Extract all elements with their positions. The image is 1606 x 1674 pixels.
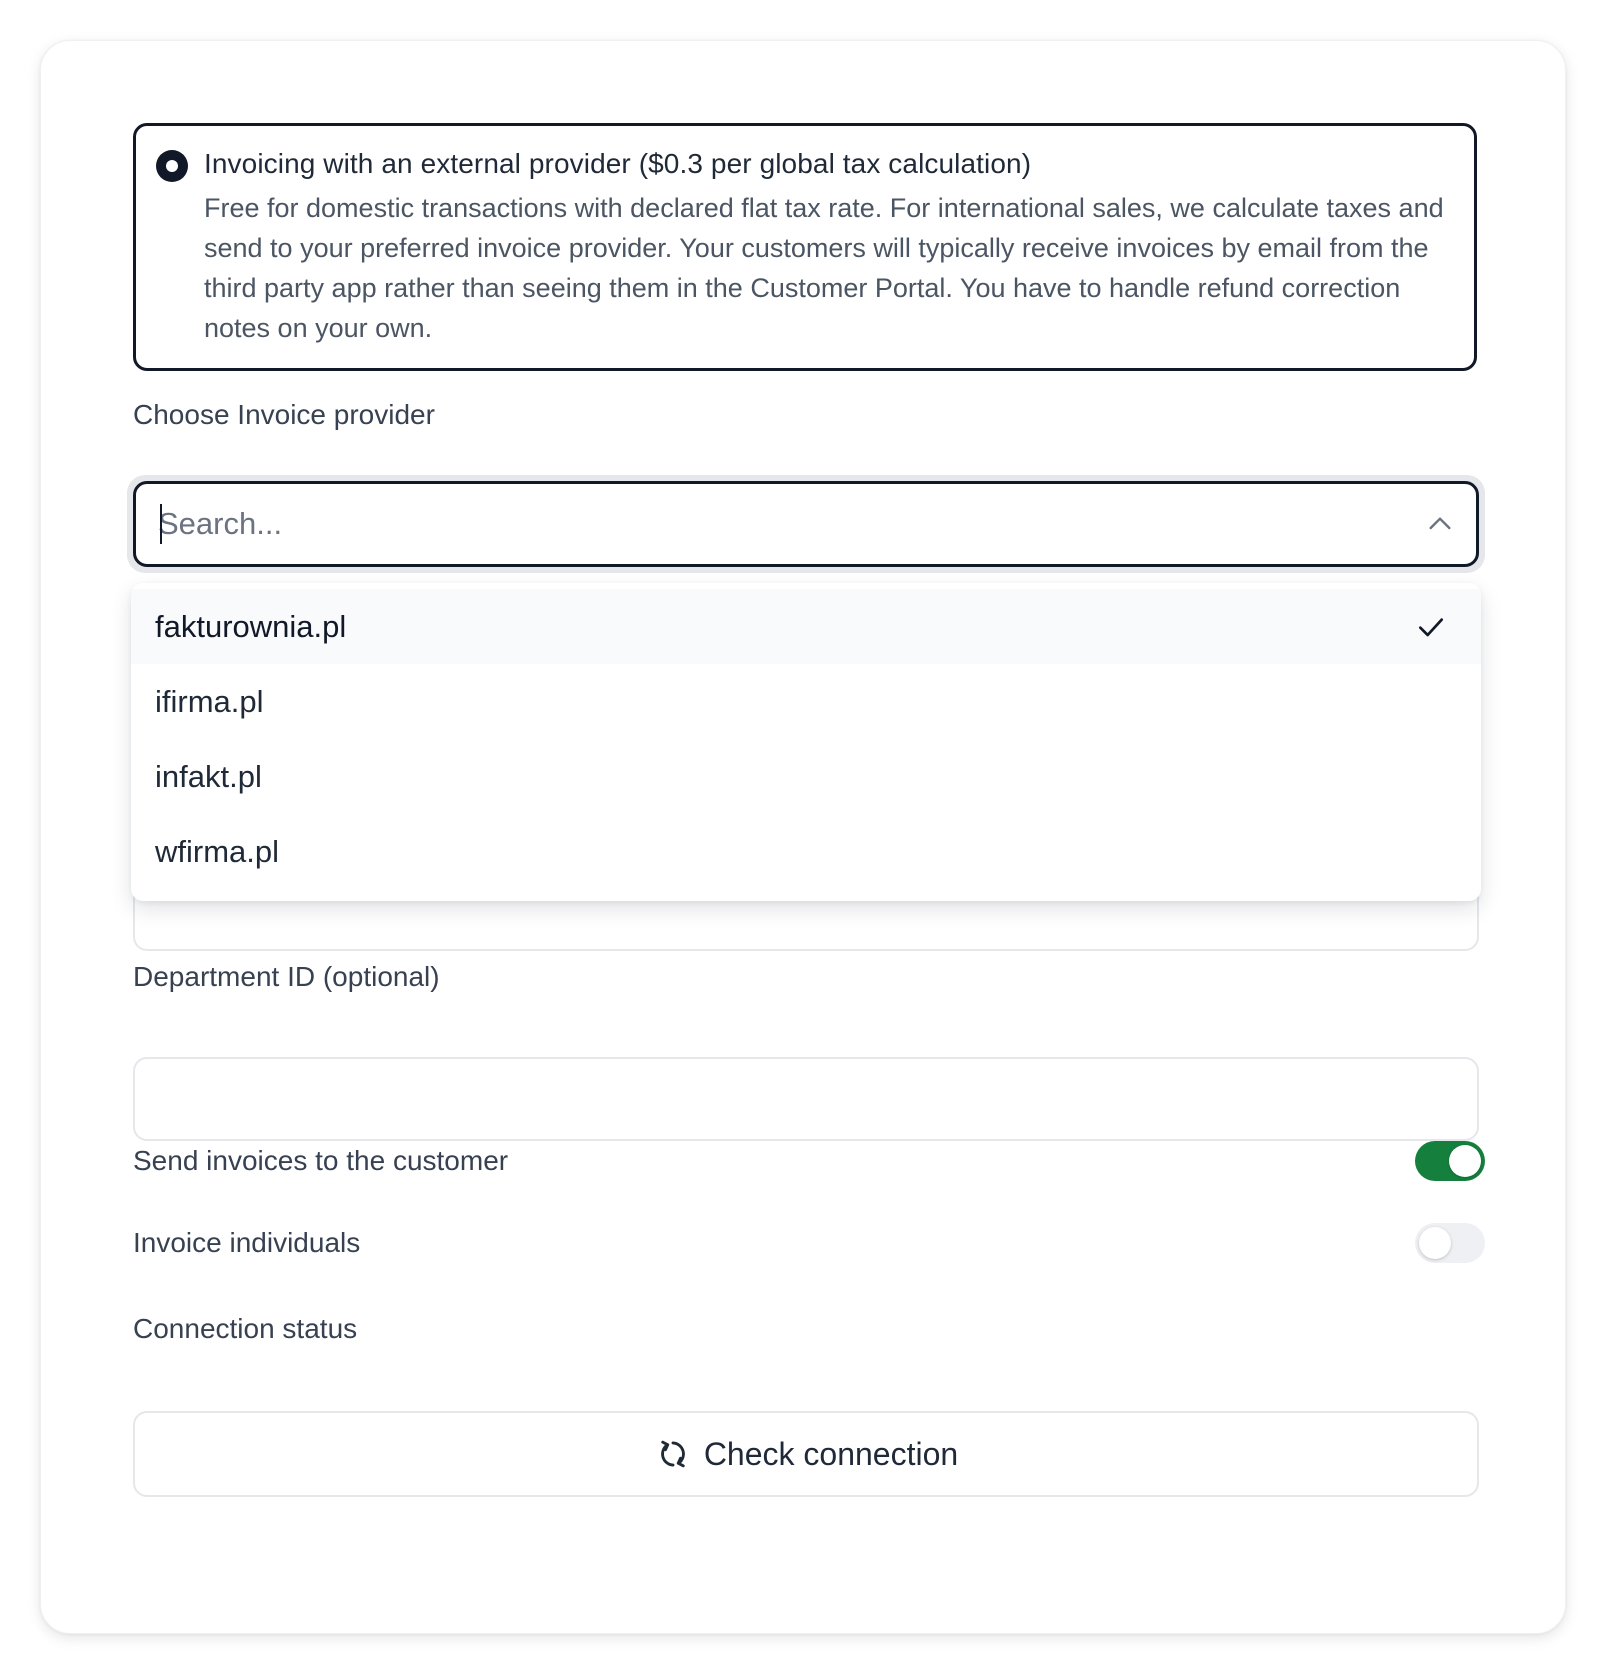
provider-label: Choose Invoice provider <box>133 399 435 430</box>
send-invoices-toggle[interactable] <box>1415 1141 1485 1181</box>
settings-card <box>40 40 1566 1634</box>
invoice-individuals-toggle[interactable] <box>1415 1223 1485 1263</box>
dropdown-option-infakt[interactable] <box>131 739 1481 814</box>
toggle-knob <box>1419 1227 1451 1259</box>
dropdown-option-ifirma[interactable] <box>131 664 1481 739</box>
department-label: Department ID (optional) <box>133 961 440 992</box>
external-provider-option[interactable] <box>133 123 1477 371</box>
dropdown-option-label: wfirma.pl <box>155 834 280 869</box>
text-cursor <box>160 504 162 544</box>
dropdown-option-label: infakt.pl <box>155 759 262 794</box>
check-icon <box>1415 611 1447 643</box>
dropdown-option-fakturownia[interactable] <box>131 589 1481 664</box>
provider-search-input[interactable] <box>158 502 1358 546</box>
option-title: Invoicing with an external provider ($0.3 per global tax calculation) <box>204 148 1032 179</box>
provider-select[interactable] <box>133 481 1479 567</box>
toggle-knob <box>1449 1145 1481 1177</box>
check-connection-button[interactable] <box>133 1411 1479 1497</box>
check-connection-label: Check connection <box>703 1435 959 1472</box>
send-invoices-label: Send invoices to the customer <box>133 1145 509 1176</box>
radio-selected-icon[interactable] <box>156 150 188 182</box>
connection-status-label: Connection status <box>133 1313 358 1344</box>
provider-dropdown <box>131 583 1481 901</box>
invoice-individuals-label: Invoice individuals <box>133 1227 361 1258</box>
chevron-up-icon[interactable] <box>1424 508 1456 540</box>
dropdown-option-label: ifirma.pl <box>155 684 264 719</box>
refresh-icon <box>654 1435 692 1473</box>
dropdown-option-label: fakturownia.pl <box>155 609 347 644</box>
department-id-input[interactable] <box>133 1057 1479 1141</box>
dropdown-option-wfirma[interactable] <box>131 814 1481 889</box>
option-description: Free for domestic transactions with declared flat tax rate. For international sales, we calculate taxes and send to your preferred invoice provider. Your customers will typically receive invoices by email from the third party app rather than seeing them in the Customer Portal. You have to handle refund correction notes on your own. <box>204 193 1444 343</box>
